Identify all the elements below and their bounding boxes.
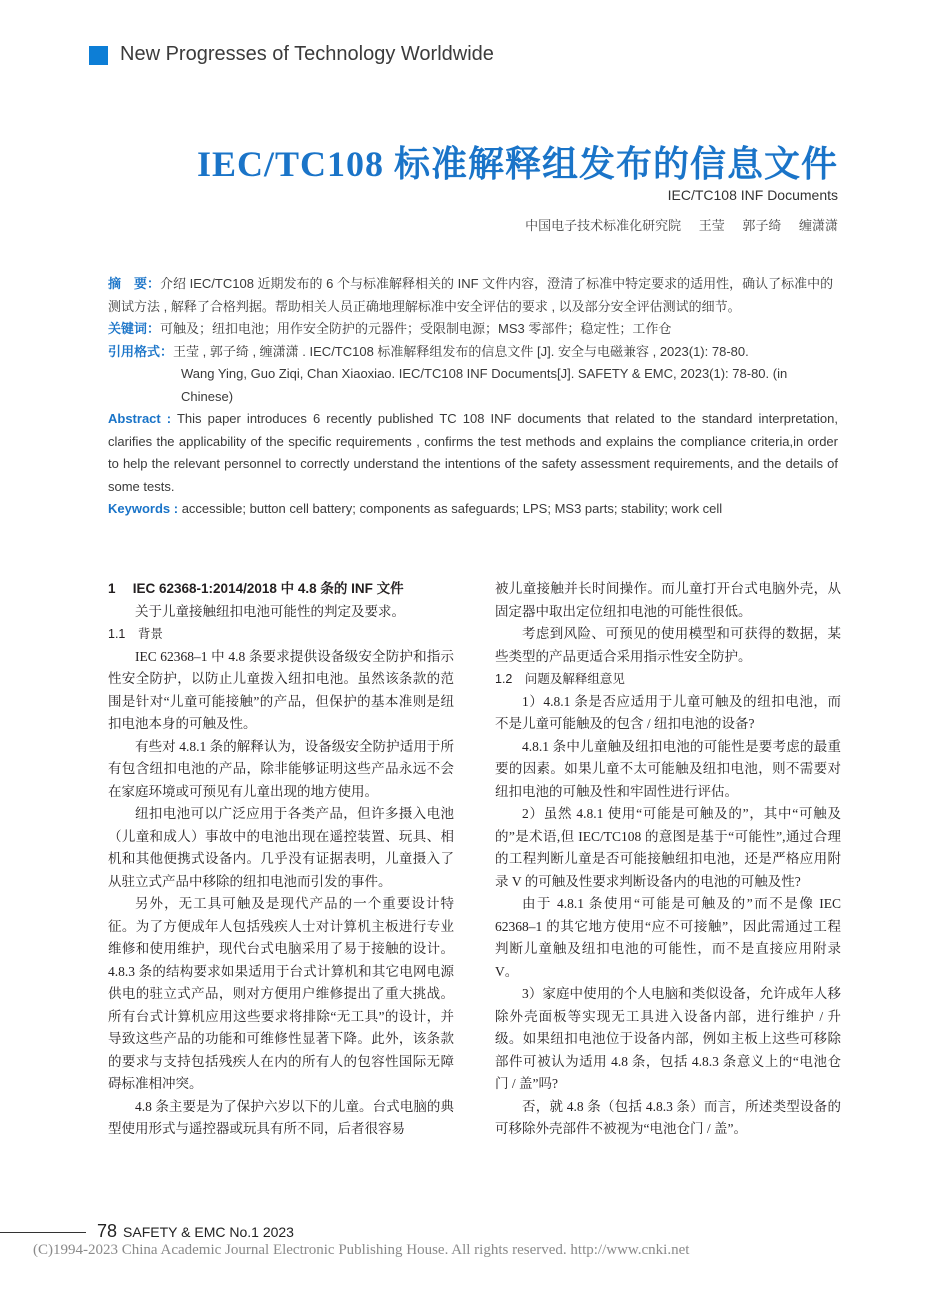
keywords-cn <box>108 318 838 341</box>
keywords-en-text: accessible; button cell battery; components as safeguards; LPS; MS3 parts; stability; work cell <box>181 501 723 516</box>
abstract-cn-text: 介绍 IEC/TC108 近期发布的 6 个与标准解释相关的 INF 文件内容，澄清了标准中特定要求的适用性，确认了标准中的测试方法 , 解释了合格判据。帮助相关人员正确地理解标准中安全评估的要求 , 以及部分安全评估测试的细节。 <box>108 276 834 314</box>
abstract-cn <box>108 273 838 318</box>
paragraph: 纽扣电池可以广泛应用于各类产品，但许多摄入电池（儿童和成人）事故中的电池出现在遥控装置、玩具、相机和其他便携式设备内。几乎没有证据表明，儿童摄入了从驻立式产品中移除的纽扣电池而引发的事件。 <box>108 806 454 889</box>
abstract-en <box>108 408 838 498</box>
subsection-heading: 1.2 问题及解释组意见 <box>495 672 625 686</box>
running-title: New Progresses of Technology Worldwide <box>120 43 494 65</box>
citation-label: 引用格式： <box>108 343 174 359</box>
subsection-heading: 1.1 背景 <box>108 627 163 641</box>
copyright-watermark: (C)1994-2023 China Academic Journal Electronic Publishing House. All rights reserved. http://www.cnki.net <box>33 1242 690 1258</box>
question: 2）虽然 4.8.1 使用“可能是可触及的”，其中“可触及的”是术语,但 IEC/TC108 的意图是基于“可能性”,通过合理的工程判断儿童是否可能接触纽扣电池，还是严格应用附录 V 的可触及性要求判断设备内的电池的可触及性? <box>495 806 841 889</box>
abstract-cn-label: 摘 要： <box>108 276 161 291</box>
author-name: 郭子绮 <box>742 218 782 233</box>
paragraph: 被儿童接触并长时间操作。而儿童打开台式电脑外壳，从固定器中取出定位纽扣电池的可能性很低。 <box>495 581 841 619</box>
article-title: IEC/TC108 标准解释组发布的信息文件 <box>196 144 838 184</box>
keywords-en-label: Keywords : <box>108 501 179 516</box>
footer-page-info <box>97 1221 294 1242</box>
paragraph: 另外，无工具可触及是现代产品的一个重要设计特征。为了方便成年人包括残疾人士对计算机主板进行专业维修和使用维护，现代台式电脑采用了易于接触的设计。4.8.3 条的结构要求如果适用于台式计算机和其它电网电源供电的驻立式产品，则对方便用户维修提出了重大挑战。所有台式计算机应用这些要求将排除“无工具”的设计，并导致这些产品的功能和可维修性显著下降。此外，该条款的要求与支持包括残疾人在内的所有人的包容性国际无障碍标准相冲突。 <box>108 896 454 1091</box>
keywords-en <box>108 498 838 521</box>
author-name: 缠潇潇 <box>798 218 838 233</box>
paragraph: 考虑到风险、可预见的使用模型和可获得的数据，某些类型的产品更适合采用指示性安全防护。 <box>495 626 841 664</box>
affiliation: 中国电子技术标准化研究院 <box>525 218 682 233</box>
abstract-en-label: Abstract : <box>108 411 172 426</box>
section-heading: 1 IEC 62368-1:2014/2018 中 4.8 条的 INF 文件 <box>108 581 404 596</box>
question: 1）4.8.1 条是否应适用于儿童可触及的纽扣电池，而不是儿童可能触及的包含 / 纽扣电池的设备? <box>495 693 841 731</box>
body-column-right <box>495 578 841 1141</box>
author-name: 王莹 <box>698 218 725 233</box>
paragraph: 关于儿童接触纽扣电池可能性的判定及要求。 <box>135 603 405 619</box>
journal-issue: SAFETY & EMC No.1 2023 <box>123 1224 294 1240</box>
header-square-marker <box>89 46 108 65</box>
body-column-left <box>108 578 454 1141</box>
citation-cn <box>108 341 838 364</box>
keywords-cn-text: 可触及；纽扣电池；用作安全防护的元器件；受限制电源；MS3 零部件；稳定性；工作仓 <box>160 321 672 336</box>
abstract-block <box>108 273 838 521</box>
answer: 由于 4.8.1 条使用“可能是可触及的”而不是像 IEC 62368–1 的其它地方使用“应不可接触”，因此需通过工程判断儿童触及纽扣电池的可能性，而不是直接应用附录 V。 <box>495 896 841 979</box>
paragraph: 4.8 条主要是为了保护六岁以下的儿童。台式电脑的典型使用形式与遥控器或玩具有所不同，后者很容易 <box>108 1098 454 1136</box>
citation-en: Wang Ying, Guo Ziqi, Chan Xiaoxiao. IEC/TC108 INF Documents[J]. SAFETY & EMC, 2023(1): 78-80. (in Chinese) <box>181 366 788 404</box>
page-number: 78 <box>97 1221 118 1241</box>
paragraph: IEC 62368–1 中 4.8 条要求提供设备级安全防护和指示性安全防护，以防止儿童拨入纽扣电池。虽然该条款的范围是针对“儿童可能接触”的产品，但保护的基本准则是纽扣电池本身的可触及性。 <box>108 648 454 731</box>
article-title-english: IEC/TC108 INF Documents <box>667 187 838 203</box>
author-line <box>525 215 838 234</box>
keywords-cn-label: 关键词： <box>108 321 161 336</box>
citation-cn-text: 王莹 , 郭子绮 , 缠潇潇 . IEC/TC108 标准解释组发布的信息文件 [J]. 安全与电磁兼容 , 2023(1): 78-80. <box>173 343 749 359</box>
question: 3）家庭中使用的个人电脑和类似设备，允许成年人移除外壳面板等实现无工具进入设备内部，进行维护 / 升级。如果纽扣电池位于设备内部，例如主板上这些可移除部件可被认为适用 4.8 条，包括 4.8.3 条意义上的“电池仓门 / 盖”吗? <box>495 986 841 1091</box>
paragraph: 有些对 4.8.1 条的解释认为，设备级安全防护适用于所有包含纽扣电池的产品，除非能够证明这些产品永远不会在家庭环境或可预见有儿童出现的地方使用。 <box>108 738 454 799</box>
answer: 4.8.1 条中儿童触及纽扣电池的可能性是要考虑的最重要的因素。如果儿童不太可能触及纽扣电池，则不需要对纽扣电池的可触及性和牢固性进行评估。 <box>495 738 841 799</box>
footer-rule <box>0 1232 86 1233</box>
answer: 否，就 4.8 条（包括 4.8.3 条）而言，所述类型设备的可移除外壳部件不被视为“电池仓门 / 盖”。 <box>495 1098 841 1136</box>
abstract-en-text: This paper introduces 6 recently published TC 108 INF documents that related to the standard interpretation, clarifies the applicability of the specific requirements , confirms the test methods and explains the compliance criteria,in order to help the relevant personnel to correctly understand the intentions of the safety assessment requirements, and the details of some tests. <box>108 411 838 494</box>
